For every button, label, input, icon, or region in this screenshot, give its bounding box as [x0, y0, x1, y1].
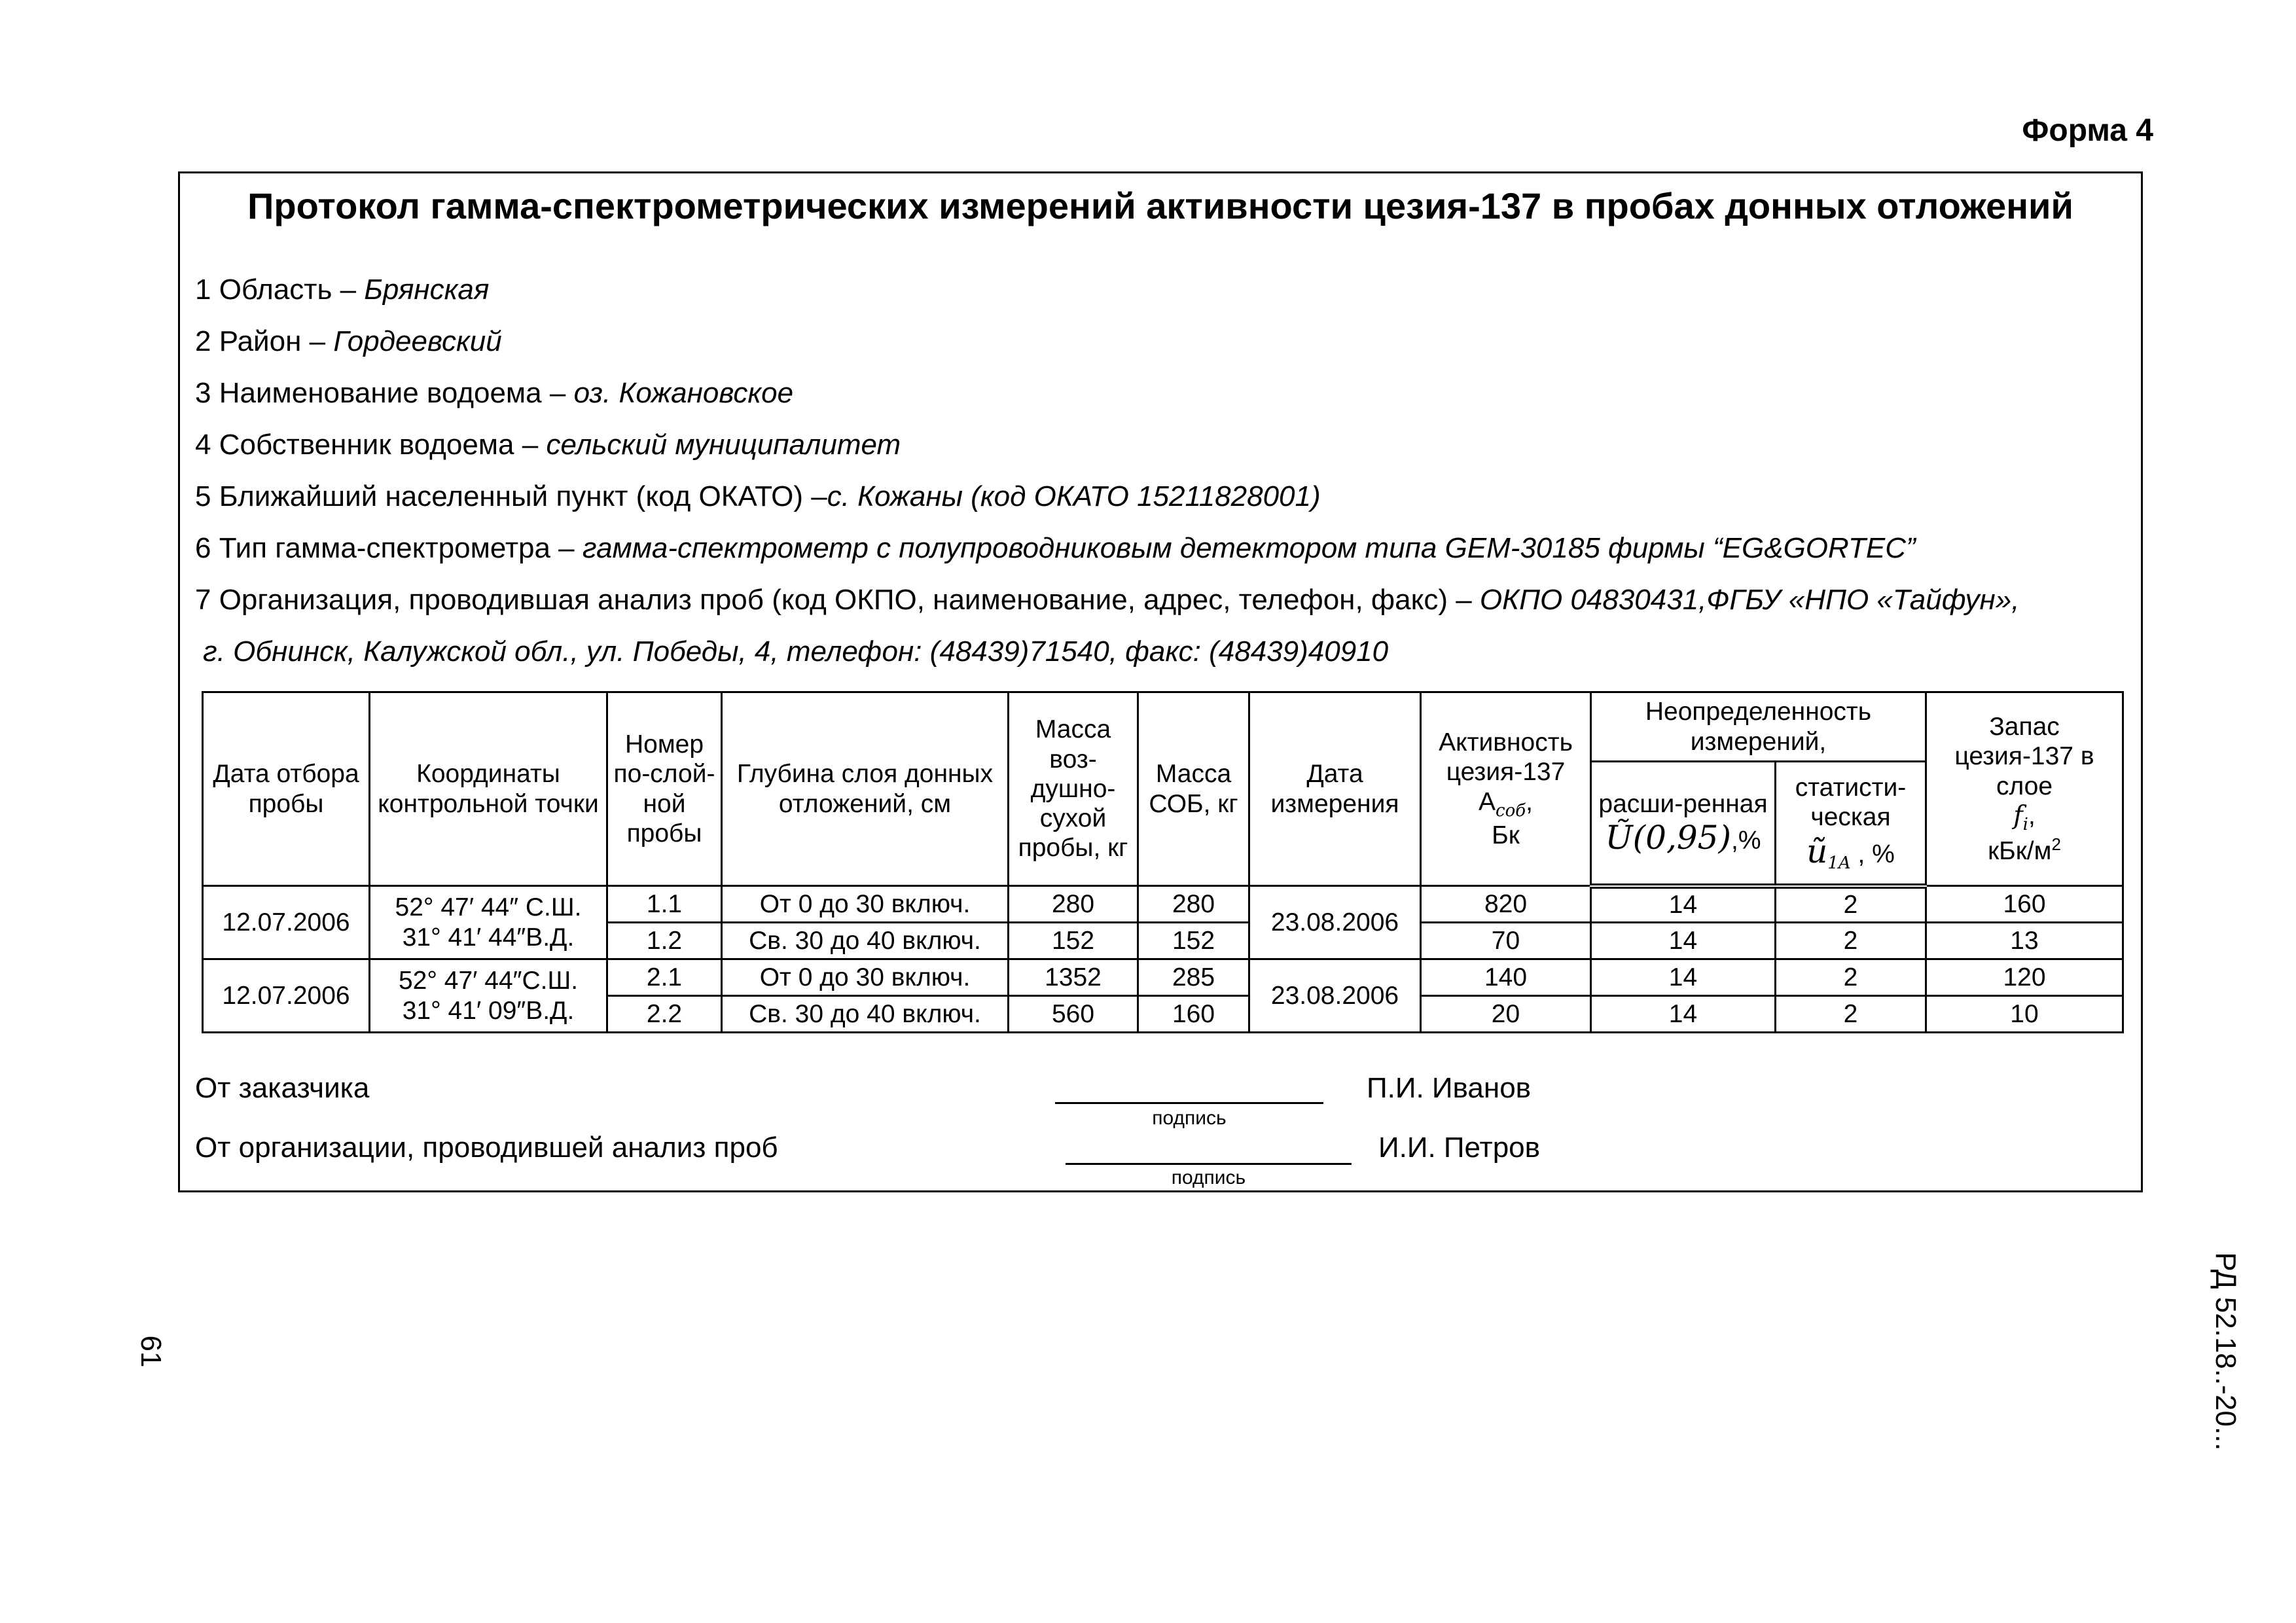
- cell-activity: 20: [1421, 996, 1591, 1033]
- header-date-measure: Дата измерения: [1249, 692, 1421, 886]
- header-layer-number: Номер по-слой-ной пробы: [607, 692, 722, 886]
- cell-layer: 2.1: [607, 959, 722, 996]
- field-water-body: 3 Наименование водоема – оз. Кожановское: [195, 377, 794, 409]
- cell-layer: 2.2: [607, 996, 722, 1033]
- cell-mass-sob: 160: [1138, 996, 1249, 1033]
- header-date-sampling: Дата отбора пробы: [203, 692, 370, 886]
- field-organization-address: г. Обнинск, Калужской обл., ул. Победы, 4, телефон: (48439)71540, факс: (48439)40910: [203, 635, 1389, 668]
- field-organization: 7 Организация, проводившая анализ проб (код ОКПО, наименование, адрес, телефон, факс) – ОКПО 04830431,ФГБУ «НПО «Тайфун»,: [195, 584, 2020, 616]
- cell-layer: 1.1: [607, 886, 722, 923]
- organization-label: От организации, проводившей анализ проб: [195, 1132, 778, 1164]
- form-label: Форма 4: [2022, 113, 2153, 148]
- cell-layer: 1.2: [607, 923, 722, 959]
- cell-expanded: 14: [1591, 959, 1776, 996]
- cell-activity: 140: [1421, 959, 1591, 996]
- organization-signature-line[interactable]: [1066, 1163, 1352, 1165]
- organization-name: И.И. Петров: [1378, 1132, 1541, 1164]
- header-statistical: статисти-ческая $ũ_{1A}$ , %: [1776, 762, 1926, 886]
- cell-mass-air-dry: 152: [1009, 923, 1138, 959]
- cell-date-sampling: 12.07.2006: [203, 886, 370, 959]
- cell-depth: Св. 30 до 40 включ.: [722, 996, 1009, 1033]
- cell-statistical: 2: [1776, 886, 1926, 923]
- header-mass-air-dry: Масса воз-душно-сухой пробы, кг: [1009, 692, 1138, 886]
- cell-statistical: 2: [1776, 923, 1926, 959]
- cell-mass-sob: 280: [1138, 886, 1249, 923]
- header-expanded: расши-ренная Ũ(0,95),%: [1591, 762, 1776, 886]
- table-row: [203, 959, 2123, 996]
- cell-coordinates: 52° 47′ 44″С.Ш. 31° 41′ 09″В.Д.: [370, 959, 607, 1033]
- cell-statistical: 2: [1776, 996, 1926, 1033]
- document-title: Протокол гамма-спектрометрических измерений активности цезия-137 в пробах донных отложений: [247, 185, 2073, 226]
- field-region: 1 Область – Брянская: [195, 274, 490, 306]
- cell-date-measure: 23.08.2006: [1249, 886, 1421, 959]
- cell-mass-air-dry: 280: [1009, 886, 1138, 923]
- cell-activity: 820: [1421, 886, 1591, 923]
- header-stock: Запас цезия-137 в слое $f_i$, кБк/$м^2$: [1926, 692, 2123, 886]
- cell-depth: От 0 до 30 включ.: [722, 886, 1009, 923]
- cell-coordinates: 52° 47′ 44″ С.Ш. 31° 41′ 44″В.Д.: [370, 886, 607, 959]
- cell-mass-air-dry: 560: [1009, 996, 1138, 1033]
- header-activity: Активность цезия-137 $А_{соб}$, Бк: [1421, 692, 1591, 886]
- field-owner: 4 Собственник водоема – сельский муниципалитет: [195, 429, 901, 461]
- cell-mass-air-dry: 1352: [1009, 959, 1138, 996]
- field-settlement: 5 Ближайший населенный пункт (код ОКАТО) –с. Кожаны (код ОКАТО 15211828001): [195, 480, 1321, 512]
- document-frame: [178, 171, 2143, 1192]
- header-coordinates: Координаты контрольной точки: [370, 692, 607, 886]
- customer-name: П.И. Иванов: [1367, 1072, 1532, 1104]
- cell-date-sampling: 12.07.2006: [203, 959, 370, 1033]
- cell-stock: 160: [1926, 886, 2123, 923]
- cell-stock: 13: [1926, 923, 2123, 959]
- header-mass-sob: Масса СОБ, кг: [1138, 692, 1249, 886]
- cell-activity: 70: [1421, 923, 1591, 959]
- cell-stock: 120: [1926, 959, 2123, 996]
- cell-depth: От 0 до 30 включ.: [722, 959, 1009, 996]
- cell-statistical: 2: [1776, 959, 1926, 996]
- table-row: [203, 886, 2123, 923]
- header-uncertainty: Неопределенность измерений,: [1591, 692, 1926, 762]
- field-district: 2 Район – Гордеевский: [195, 325, 502, 357]
- cell-expanded: 14: [1591, 996, 1776, 1033]
- cell-expanded: 14: [1591, 886, 1776, 923]
- customer-label: От заказчика: [195, 1072, 370, 1104]
- field-spectrometer: 6 Тип гамма-спектрометра – гамма-спектрометр с полупроводниковым детектором типа GEM-30185 фирмы “EG&GORTEC”: [195, 532, 1916, 564]
- customer-signature-caption: подпись: [1152, 1107, 1227, 1129]
- document-code: РД 52.18..-20...: [2210, 1252, 2242, 1451]
- measurements-table: [202, 691, 2124, 1033]
- cell-mass-sob: 152: [1138, 923, 1249, 959]
- header-depth: Глубина слоя донных отложений, см: [722, 692, 1009, 886]
- cell-date-measure: 23.08.2006: [1249, 959, 1421, 1033]
- page-number: 61: [135, 1335, 167, 1368]
- cell-mass-sob: 285: [1138, 959, 1249, 996]
- cell-expanded: 14: [1591, 923, 1776, 959]
- customer-signature-line[interactable]: [1055, 1102, 1323, 1104]
- cell-stock: 10: [1926, 996, 2123, 1033]
- organization-signature-caption: подпись: [1171, 1167, 1246, 1188]
- cell-depth: Св. 30 до 40 включ.: [722, 923, 1009, 959]
